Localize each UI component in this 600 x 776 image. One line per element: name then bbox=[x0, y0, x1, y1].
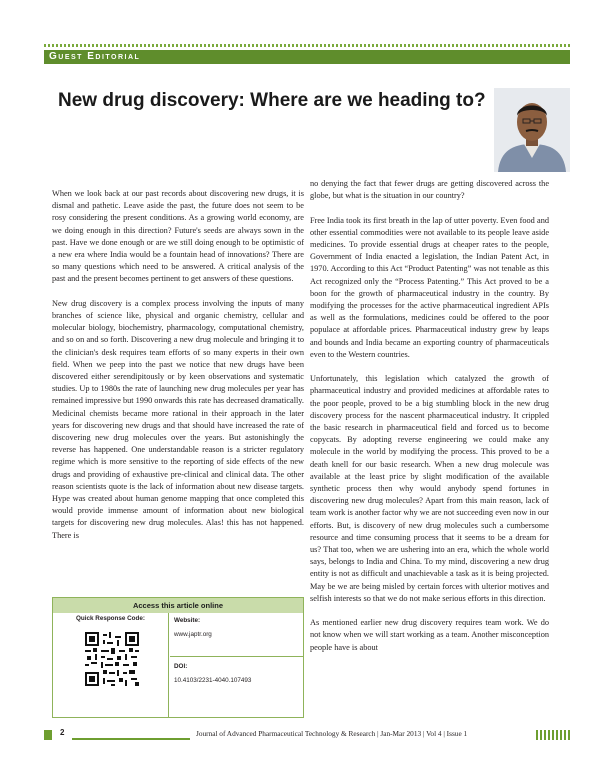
qr-cell bbox=[53, 613, 169, 717]
header-stripe bbox=[44, 44, 570, 47]
page-number: 2 bbox=[60, 728, 65, 737]
body-paragraph: no denying the fact that fewer drugs are getting discovered across the globe, but what is the situation in our country? bbox=[310, 179, 549, 201]
qr-label: Quick Response Code: bbox=[76, 615, 145, 622]
info-divider bbox=[170, 656, 303, 657]
body-paragraph: When we look back at our past records about discovering new drugs, it is dismal and pathetic. Leave aside the past, the future does not seem to be rosy considering the present conditions. As a growing world economy, are we doing enough in this direction? Future's seeds are always sown in the past. Have we done enough or are we still doing enough to be optimistic of a new era where India would be a fountain head of innovations? There are so many questions which need to be answered. A critical analysis of the past and the present becomes pertinent to get answers of these questions. bbox=[52, 189, 304, 284]
section-banner bbox=[44, 50, 570, 64]
footer-right-stripe bbox=[536, 730, 570, 740]
body-paragraph: New drug discovery is a complex process involving the inputs of many branches of science like, physical and organic chemistry, cellular and molecular biology, biochemistry, pharmacology, computational chemistry, and so on and so forth. Discovering a new drug molecule and bringing it to the clinician's desk requires team efforts of so many experts in their own field. When we peep into the past we notice that new drugs have been discovered either serendipitously or by keen observations and systematic studies. Up to 1980s the rate of launching new drug molecules per year has remained impressive but 1990 onwards this rate has decreased dramatically. Medicinal chemists became more rational in their approach in the later years for discovering new drugs and that should have increased the rate of discovering new drug molecules over the years. But astonishingly the reverse has happened. One understandable reason is a stricter regulatory regime which is more sensitive to the reporting of side effects of the new drugs and providing of exhaustive pre-clinical and clinical data. The other reason scientists quote is the lack of information about new disease targets. Hype was created about human genome mapping that once completed this would provide immense amount of information about new biological targets for discovering new drug molecules. Alas! this has not happened. There is bbox=[52, 298, 304, 540]
article-info-cell bbox=[170, 613, 303, 717]
right-column bbox=[310, 178, 549, 666]
access-box-heading: Access this article online bbox=[53, 598, 303, 613]
journal-citation: Journal of Advanced Pharmaceutical Technology & Research | Jan-Mar 2013 | Vol 4 | Issue 1 bbox=[196, 729, 468, 738]
access-article-box bbox=[52, 597, 304, 718]
body-paragraph: Free India took its first breath in the lap of utter poverty. Even food and other essential commodities were not available to its people leave aside medicines. To provide essential drugs at cheaper rates to the people, Government of India enacted a legislation, the Indian Patent Act, in 1970. According to this Act “Product Patenting” was not tenable as this Act recognized only the “Process Patenting.” This Act proved to be a boon for the growth of pharmaceutical industry in the country. By modifying the processes for the active pharmaceutical ingredient APIs as well as the formulations, medicines could be offered to the poor populace at affordable prices. Pharmaceutical industry grew by leaps and bounds and India became an exporting country of pharmaceuticals even to the Western countries. bbox=[310, 215, 549, 359]
website-link[interactable]: www.japtr.org bbox=[174, 631, 212, 638]
article-title: New drug discovery: Where are we heading to? bbox=[58, 90, 486, 111]
author-photo bbox=[494, 88, 570, 172]
footer-left-marker bbox=[44, 730, 52, 740]
left-column bbox=[52, 188, 304, 554]
section-label: Guest Editorial bbox=[49, 51, 141, 62]
body-paragraph: As mentioned earlier new drug discovery requires team work. We do not know when we will start working as a team. Another misconception people have is about bbox=[310, 618, 549, 652]
website-label: Website: bbox=[174, 617, 201, 624]
doi-value[interactable]: 10.4103/2231-4040.107493 bbox=[174, 677, 252, 684]
doi-label: DOI: bbox=[174, 663, 188, 670]
qr-code-icon[interactable] bbox=[85, 632, 139, 686]
body-paragraph: Unfortunately, this legislation which catalyzed the growth of pharmaceutical industry and provided medicines at affordable rates to the poor people, proved to be a big stumbling block in the new drug discovery process for the nascent pharmaceutical industry. It crippled the basic research in pharmaceutical field and forced us to become copycats. By adopting reverse engineering we could make any molecule in the world by modifying the process. This proved to be a death knell for our basic research. When a new drug molecule was available at the least price by slight modification of the available synthetic process then why would anybody spend fortunes in discovering new drug molecules? Apart from this main reason, lack of team work is another factor why we are not succeeding even now in our efforts. But, is discovery of new drug molecules such a cumbersome resource and time consuming process that it seems to be a dream for us? That too, when we are ushering into an era, which the whole world says, belongs to India and China. To my mind, discovering a new drug entity is not as difficult and unachievable a task as it is being projected. May be we are being misled by certain forces with ulterior motives and selfish interests so that we do not make serious efforts in this direction. bbox=[310, 374, 549, 603]
author-portrait-image bbox=[494, 88, 570, 172]
footer-rule bbox=[72, 738, 190, 740]
